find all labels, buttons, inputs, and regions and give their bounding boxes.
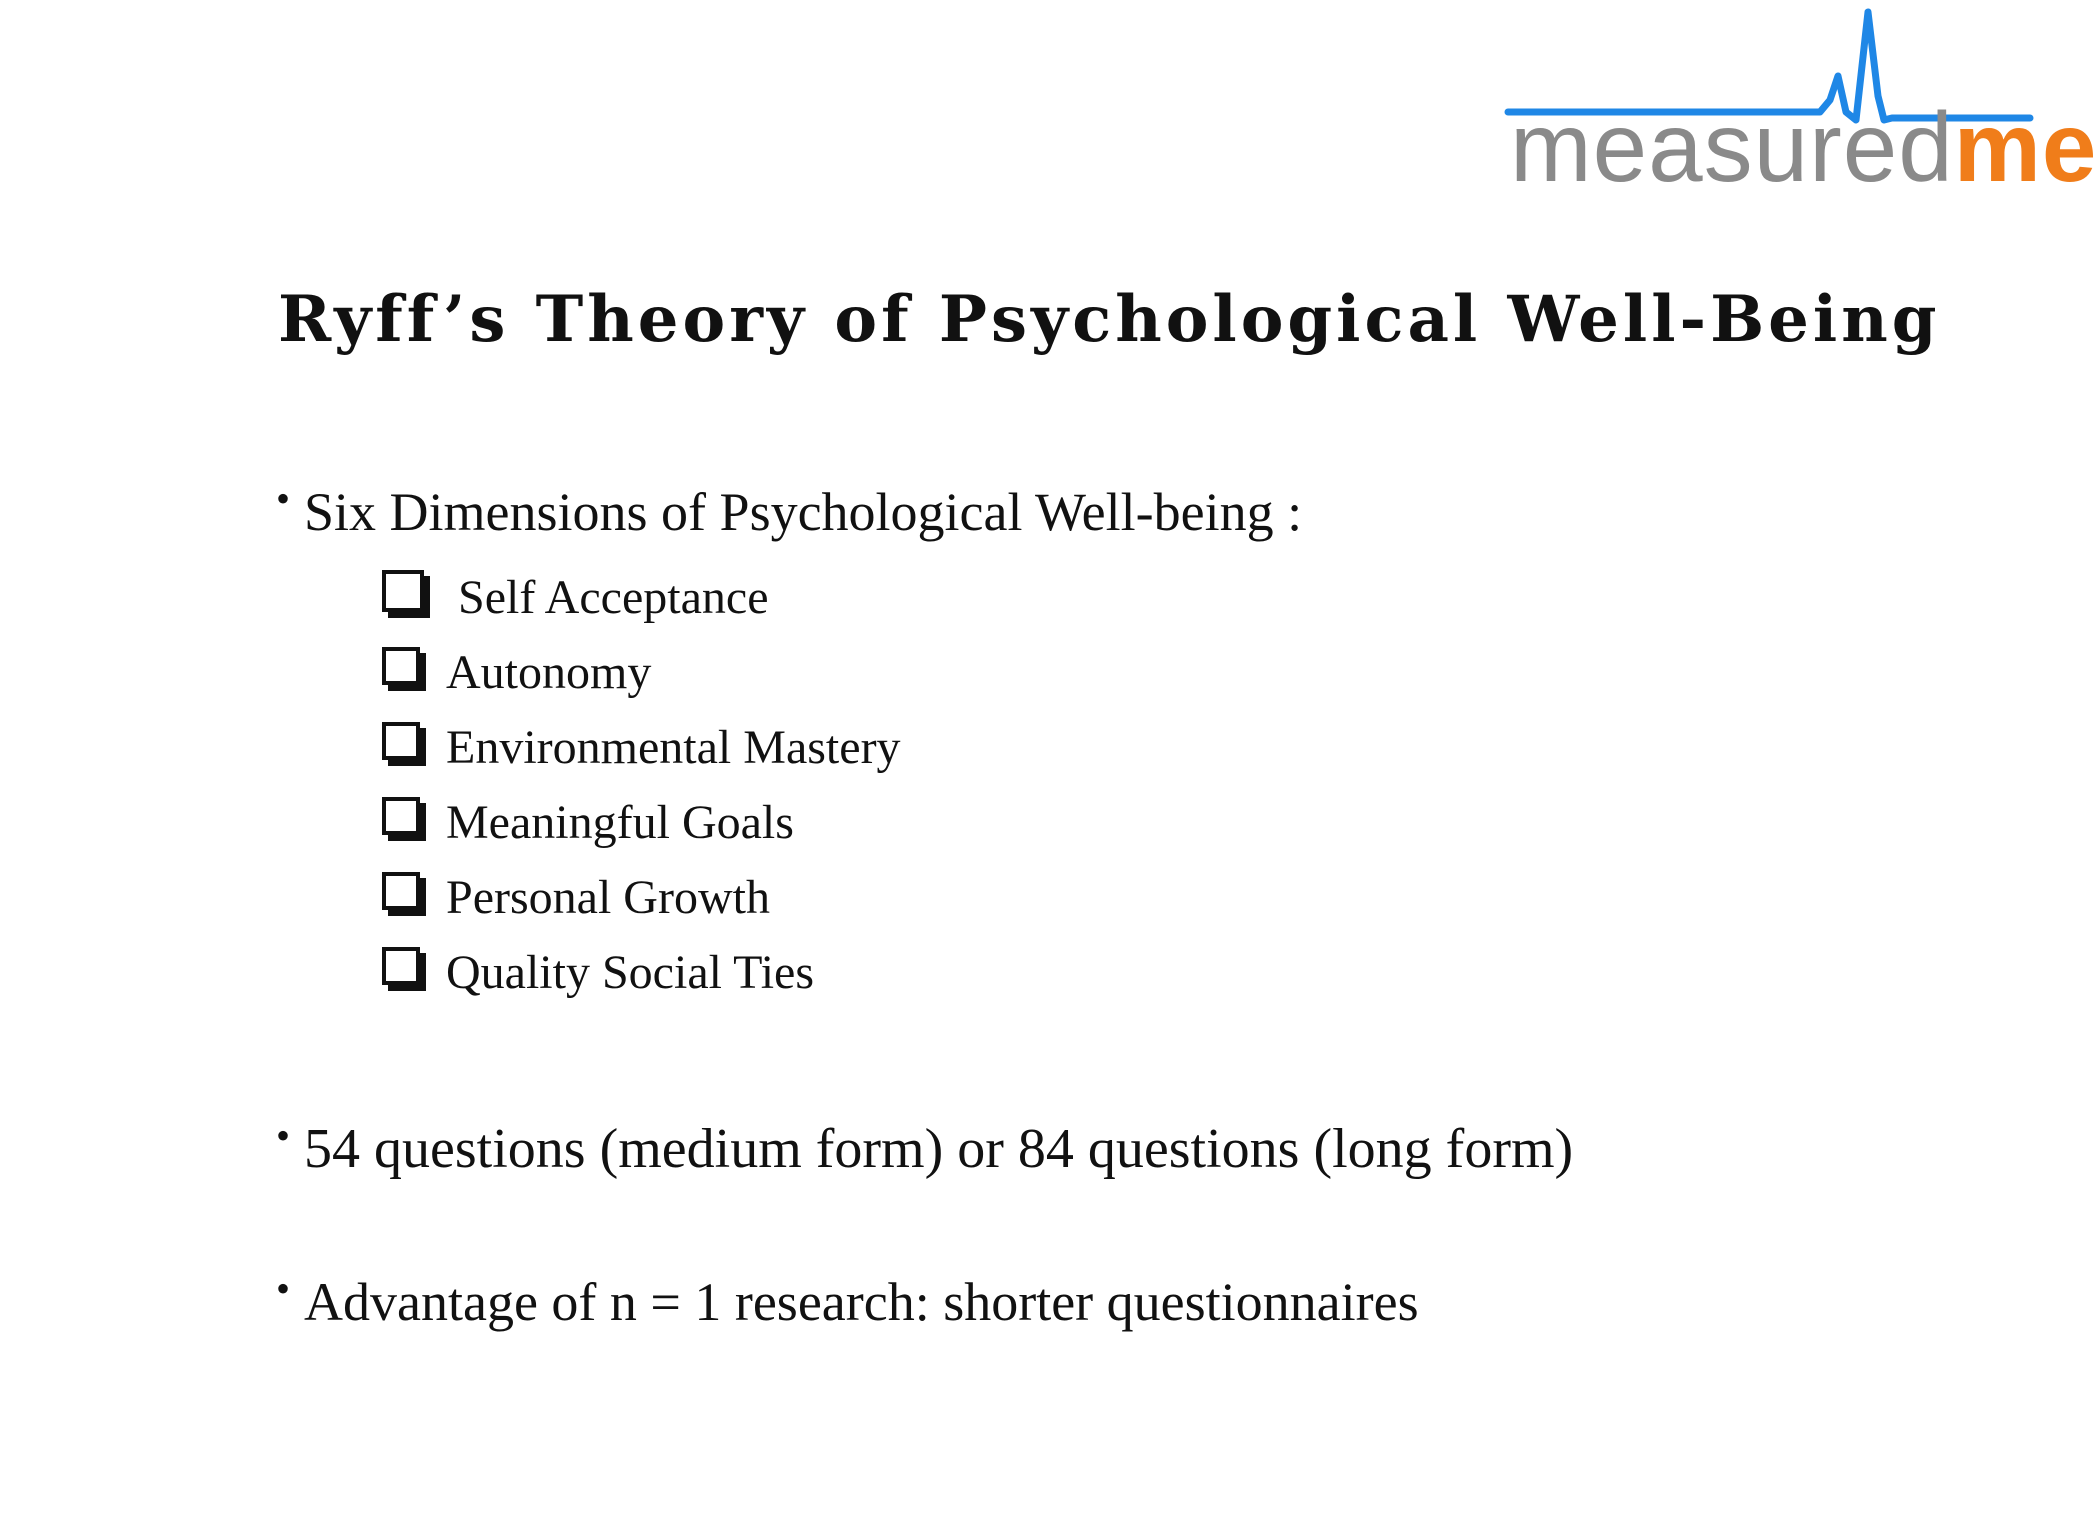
dimensions-checklist xyxy=(382,560,901,1010)
bullet-dot: • xyxy=(276,1266,291,1311)
bullet-questions xyxy=(276,1112,1573,1183)
slide-title: Ryff’s Theory of Psychological Well-Being xyxy=(278,282,1941,357)
dimension-label: Environmental Mastery xyxy=(446,721,901,774)
checkbox-icon xyxy=(382,872,420,910)
dimension-label: Autonomy xyxy=(446,646,652,699)
checkbox-icon xyxy=(382,647,420,685)
bullet-dimensions xyxy=(276,475,1302,545)
bullet-advantage-text: Advantage of n = 1 research: shorter questionnaires xyxy=(304,1272,1419,1332)
dimension-item xyxy=(382,785,901,860)
logo-word-measured: measured xyxy=(1510,92,1954,202)
dimension-label: Meaningful Goals xyxy=(446,796,794,849)
bullet-advantage xyxy=(276,1265,1419,1335)
dimension-item xyxy=(382,710,901,785)
bullet-questions-text: 54 questions (medium form) or 84 questions (long form) xyxy=(304,1118,1574,1180)
bullet-dimensions-text: Six Dimensions of Psychological Well-being : xyxy=(304,482,1303,542)
dimension-label: Self Acceptance xyxy=(458,571,769,624)
dimension-label: Quality Social Ties xyxy=(446,946,815,999)
checkbox-icon xyxy=(382,570,424,612)
dimension-item xyxy=(382,935,901,1010)
checkbox-icon xyxy=(382,722,420,760)
checkbox-icon xyxy=(382,797,420,835)
logo-word-me: me xyxy=(1953,92,2097,202)
dimension-label: Personal Growth xyxy=(446,871,770,924)
checkbox-icon xyxy=(382,947,420,985)
logo-wordmark xyxy=(1510,92,2097,202)
bullet-dot: • xyxy=(276,476,291,521)
measuredme-logo xyxy=(1500,0,2097,202)
dimension-item xyxy=(382,860,901,935)
bullet-dot: • xyxy=(276,1113,291,1158)
dimension-item xyxy=(382,635,901,710)
dimension-item xyxy=(382,560,901,635)
